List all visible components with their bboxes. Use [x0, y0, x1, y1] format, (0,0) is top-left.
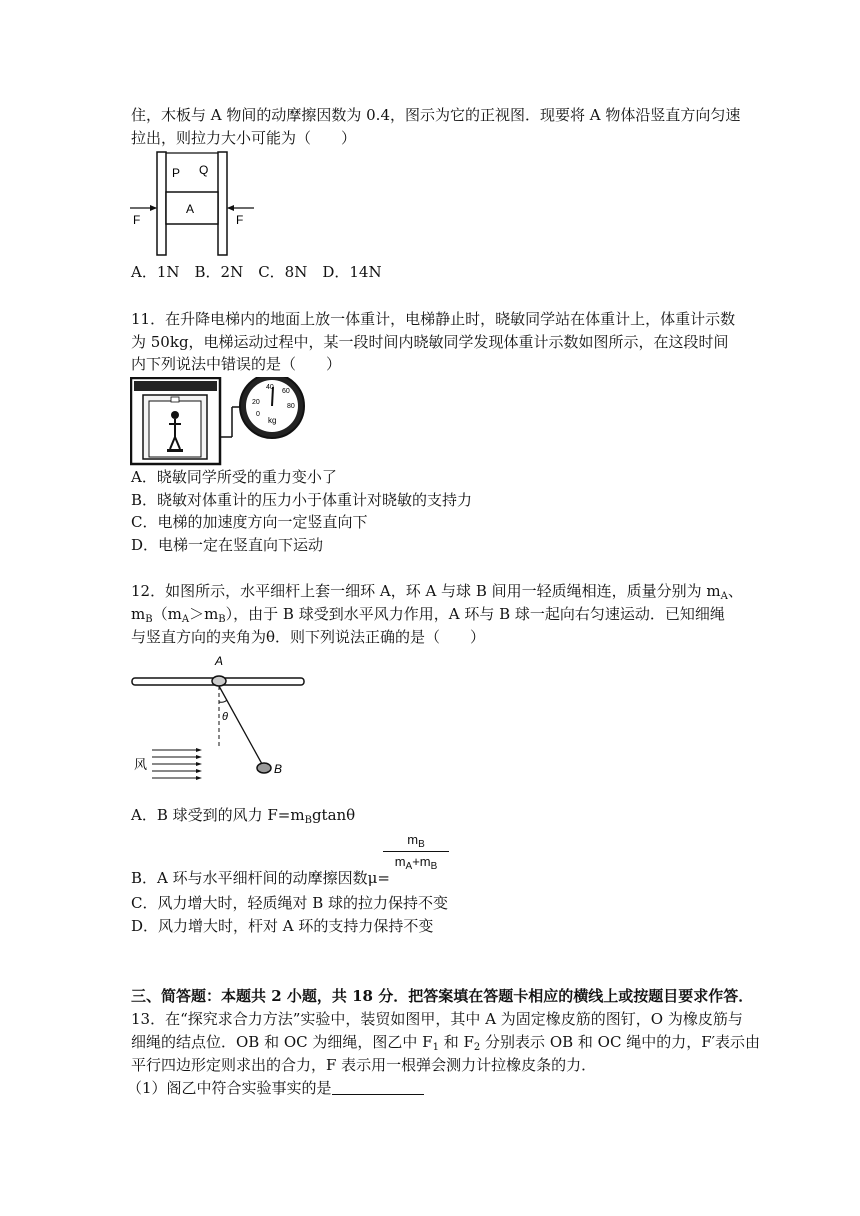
q13-text-line-1: 13．在“探究求合力方法”实验中，装贸如图甲，其中 A 为固定橡皮筋的图钉，O 为橡皮筋与: [131, 1010, 743, 1028]
q11-figure-elevator-scale: [130, 377, 310, 467]
q12-option-d: D．风力增大时，杆对 A 环的支持力保持不变: [131, 917, 434, 935]
q11-text-line-1: 11．在升降电梯内的地面上放一体重计，电梯静止时，晓敏同学站在体重计上，体重计示数: [131, 310, 736, 328]
q11-option-b: B．晓敏对体重计的压力小于体重计对晓敏的支持力: [131, 491, 473, 509]
q12-label-a: A: [215, 654, 224, 668]
q11-option-c: C．电梯的加速度方向一定竖直向下: [131, 513, 368, 531]
q12-text-line-1: 12．如图所示，水平细杆上套一细环 A，环 A 与球 B 间用一轻质绳相连，质量分别为 $m_A$、: [131, 582, 743, 602]
q10-options: A．1N B．2N C．8N D．14N: [131, 263, 382, 281]
section-3-heading: 三、简答题：本题共 2 小题，共 18 分．把答案填在答题卡相应的横线上或按题目要求作答．: [131, 987, 754, 1005]
fraction-numerator: $m_B$: [383, 832, 449, 852]
fraction-denominator: $m_A+m_B$: [394, 854, 438, 872]
q11-option-d: D．电梯一定在竖直向下运动: [131, 536, 324, 554]
q12-option-a: A．B 球受到的风力 $F=m_Bgtan\theta$: [131, 806, 356, 826]
q12-text-line-3: 与竖直方向的夹角为θ．则下列说法正确的是（ ）: [131, 628, 486, 646]
q13-subquestion-1: （1）阁乙中符合实验事实的是: [127, 1077, 424, 1099]
q11-dial-unit: kg: [268, 416, 277, 425]
q13-text-line-3: 平行四边形定则求出的合力，F 表示用一根弹会测力计拉橡皮条的力．: [131, 1056, 597, 1074]
q12-option-b: B．A 环与水平细杆间的动摩擦因数μ=: [131, 869, 390, 887]
q11-dial-0: 0: [256, 411, 260, 418]
q12-label-b: B: [274, 762, 283, 776]
q11-text-line-3: 内下列说法中错误的是（ ）: [131, 355, 342, 373]
q12-text-line-2: $m_B(m_A>m_B)$，由于 B 球受到水平风力作用，A 环与 B 球一起向右匀速运动．已知细绳: [131, 605, 725, 625]
answer-blank[interactable]: [332, 1080, 424, 1095]
q11-dial-20: 20: [252, 399, 260, 406]
q12-label-wind: 风: [134, 757, 148, 772]
q11-dial-40: 40: [266, 384, 274, 391]
q10-text-line-1: 住，木板与 A 物间的动摩擦因数为 0.4，图示为它的正视图．现要将 A 物体沿竖直方向匀速: [131, 106, 741, 124]
q10-text-line-2: 拉出，则拉力大小可能为（ ）: [131, 129, 357, 147]
q11-text-line-2: 为 50kg，电梯运动过程中，某一段时间内晓敏同学发现体重计示数如图所示，在这段时间: [131, 333, 729, 351]
q10-label-p: P: [172, 166, 181, 180]
q10-label-a: A: [186, 202, 195, 216]
q10-label-f-right: F: [236, 213, 244, 227]
q11-dial-60: 60: [282, 388, 290, 395]
q12-label-theta: θ: [222, 711, 228, 723]
q12-friction-fraction: [383, 832, 449, 872]
q10-label-f-left: F: [133, 213, 141, 227]
q13-text-line-2: 细绳的结点位．OB 和 OC 为细绳，图乙中 $F_1$ 和 $F_2$ 分别表示 OB 和 OC 绳中的力，F′表示由: [131, 1033, 761, 1053]
q12-figure: [130, 650, 310, 785]
q11-dial-80: 80: [287, 403, 295, 410]
q10-label-q: Q: [199, 163, 209, 177]
q12-option-c: C．风力增大时，轻质绳对 B 球的拉力保持不变: [131, 894, 449, 912]
q11-option-a: A．晓敏同学所受的重力变小了: [131, 468, 337, 486]
q10-figure: [130, 150, 255, 260]
